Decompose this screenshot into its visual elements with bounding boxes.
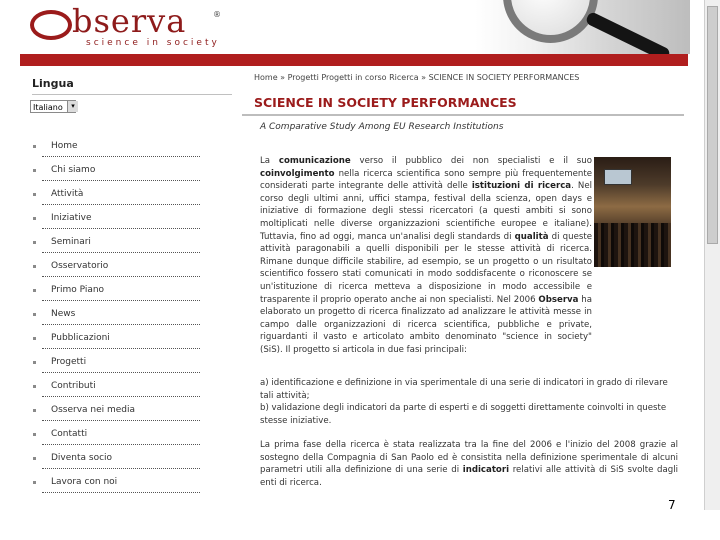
menu-divider [42, 468, 200, 469]
magnifier-lens [503, 0, 598, 43]
sidebar-item-label[interactable]: Progetti [51, 357, 87, 367]
sidebar-item-label[interactable]: Contributi [51, 381, 96, 391]
bold-term: comunicazione [278, 156, 351, 166]
bullet-icon [33, 385, 36, 388]
logo-o-ring [30, 10, 72, 40]
logo-tagline: science in society [86, 38, 220, 48]
registered-mark: ® [213, 10, 221, 19]
language-heading: Lingua [32, 77, 74, 90]
audience-silhouettes [594, 223, 671, 267]
intro-paragraph: La comunicazione verso il pubblico dei non specialisti e il suo coinvolgimento nella ricerca scientifica sono sempre più frequentemente considerati parte integrante delle attività delle istituzioni di ricerca. Nel corso degli ultimi anni, uffici stampa, festival della scienza, open days e iniziative di formazione degli stessi ricercatori (a questi ambiti si sono moltiplicati nelle diverse organizzazioni scientifiche europee e italiane). Tuttavia, fino ad oggi, manca un'analisi degli standards di qualità di queste attività paragonabili a quelli disponibili per le stesse attività di ricerca. Rimane dunque difficile stabilire, ad esempio, se un progetto o un risultato scientifico fossero stati comunicati in modo soddisfacente o riconoscere se un'istituzione di ricerca metteva a disposizione in modo accessibile e trasparente il proprio operato anche ai non specialisti. Nel 2006 Observa ha elaborato un progetto di ricerca finalizzato ad analizzare le attività messe in campo dalle organizzazioni di ricerca scientifica, pubbliche e private, riguardanti il vasto e articolato ambito denominato "science in society" (SiS). Il progetto si articola in due fasi principali: [260, 156, 592, 355]
bullet-icon [33, 481, 36, 484]
language-divider [32, 94, 232, 95]
header-red-bar [20, 54, 688, 66]
menu-divider [42, 324, 200, 325]
page-title: SCIENCE IN SOCIETY PERFORMANCES [254, 95, 517, 110]
bold-term: istituzioni di ricerca [471, 181, 572, 192]
phase-a-text: a) identificazione e definizione in via sperimentale di una serie di indicatori in grado di rilevare tali attività; [260, 378, 668, 401]
sidebar-item-label[interactable]: Lavora con noi [51, 477, 118, 487]
menu-divider [42, 300, 200, 301]
first-phase-paragraph: La prima fase della ricerca è stata realizzata tra la fine del 2006 e l'inizio del 2008 grazie al sostegno della Compagnia di San Paolo ed è consistita nella definizione sperimentale di alcuni parametri utili alla definizione di una serie di indicatori relativi alle attività di SiS svolte dagli enti di ricerca. [260, 440, 678, 488]
sidebar-item-label[interactable]: Seminari [51, 237, 91, 247]
chevron-down-icon[interactable]: ▾ [67, 101, 78, 112]
breadcrumb[interactable]: Home » Progetti Progetti in corso Ricerca » SCIENCE IN SOCIETY PERFORMANCES [254, 73, 580, 82]
bullet-icon [33, 169, 36, 172]
bold-term: coinvolgimento [260, 168, 335, 179]
sidebar-item-contatti[interactable] [30, 428, 200, 452]
menu-divider [42, 156, 200, 157]
sidebar-item-label[interactable]: Osservatorio [51, 261, 109, 271]
bullet-icon [33, 337, 36, 340]
page-subtitle: A Comparative Study Among EU Research Institutions [260, 122, 504, 132]
sidebar-item-label[interactable]: Diventa socio [51, 453, 113, 463]
sidebar-item-progetti[interactable] [30, 356, 200, 380]
sidebar-item-seminari[interactable] [30, 236, 200, 260]
bullet-icon [33, 217, 36, 220]
bullet-icon [33, 361, 36, 364]
bold-term: Observa [538, 294, 579, 305]
bullet-icon [33, 145, 36, 148]
phase-b-text: b) validazione degli indicatori da parte di esperti e di soggetti direttamente coinvolti in queste stesse iniziative. [260, 403, 667, 426]
observa-logo[interactable] [30, 2, 221, 50]
sidebar-item-news[interactable] [30, 308, 200, 332]
menu-divider [42, 396, 200, 397]
sidebar-item-osserva-nei-media[interactable] [30, 404, 200, 428]
sidebar-item-diventa-socio[interactable] [30, 452, 200, 476]
menu-divider [42, 492, 200, 493]
sidebar-item-iniziative[interactable] [30, 212, 200, 236]
bullet-icon [33, 193, 36, 196]
scrollbar-thumb[interactable] [707, 6, 718, 244]
sidebar-item-lavora-con-noi[interactable] [30, 476, 200, 500]
conference-photo [594, 157, 671, 267]
bold-term: indicatori [462, 465, 510, 476]
page-number: 7 [668, 498, 676, 510]
menu-divider [42, 228, 200, 229]
menu-divider [42, 372, 200, 373]
bullet-icon [33, 457, 36, 460]
bullet-icon [33, 409, 36, 412]
bullet-icon [33, 313, 36, 316]
sidebar-item-chi-siamo[interactable] [30, 164, 200, 188]
magnifying-glass-banner-image [475, 0, 690, 54]
menu-divider [42, 204, 200, 205]
sidebar-item-label[interactable]: News [51, 309, 76, 319]
sidebar-item-label[interactable]: Osserva nei media [51, 405, 136, 415]
menu-divider [42, 348, 200, 349]
sidebar-item-label[interactable]: Primo Piano [51, 285, 105, 295]
menu-divider [42, 252, 200, 253]
menu-divider [42, 276, 200, 277]
menu-divider [42, 420, 200, 421]
vertical-scrollbar[interactable] [704, 0, 720, 510]
sidebar-item-pubblicazioni[interactable] [30, 332, 200, 356]
projection-screen [604, 169, 632, 185]
sidebar [20, 66, 242, 510]
main-content [242, 66, 688, 510]
sidebar-item-label[interactable]: Attività [51, 189, 84, 199]
sidebar-item-osservatorio[interactable] [30, 260, 200, 284]
sidebar-item-label[interactable]: Chi siamo [51, 165, 96, 175]
title-divider [242, 114, 684, 116]
menu-divider [42, 180, 200, 181]
bold-term: qualità [514, 231, 549, 242]
sidebar-item-label[interactable]: Contatti [51, 429, 88, 439]
sidebar-item-primo-piano[interactable] [30, 284, 200, 308]
sidebar-item-label[interactable]: Iniziative [51, 213, 92, 223]
sidebar-item-home[interactable] [30, 140, 200, 164]
bullet-icon [33, 241, 36, 244]
bullet-icon [33, 289, 36, 292]
sidebar-item-contributi[interactable] [30, 380, 200, 404]
logo-wordmark: bserva [72, 2, 187, 40]
sidebar-item-label[interactable]: Pubblicazioni [51, 333, 110, 343]
bullet-icon [33, 265, 36, 268]
bullet-icon [33, 433, 36, 436]
menu-divider [42, 444, 200, 445]
magnifier-handle [585, 11, 672, 54]
language-select[interactable]: Italiano [30, 100, 76, 113]
site-header [20, 0, 688, 54]
sidebar-item-attivita[interactable] [30, 188, 200, 212]
sidebar-item-label[interactable]: Home [51, 141, 78, 151]
